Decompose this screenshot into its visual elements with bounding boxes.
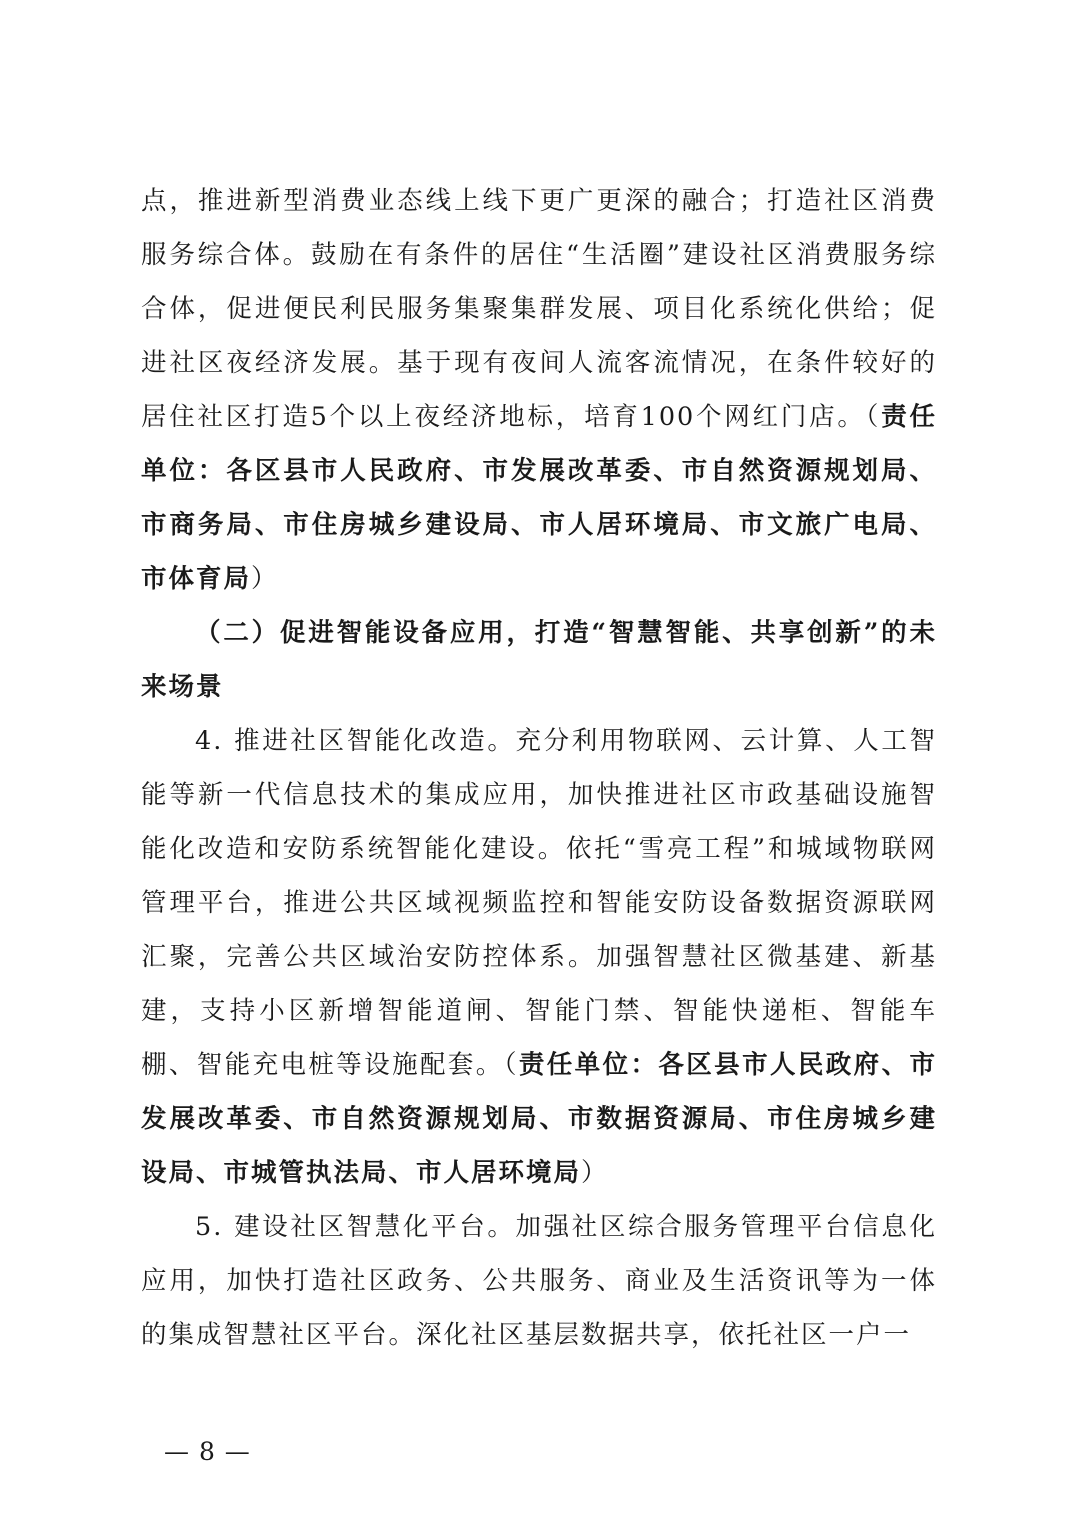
paragraph-item-4 (141, 714, 937, 1200)
paragraph-item-5 (141, 1200, 937, 1362)
page-number: — 8 — (164, 1437, 251, 1466)
paragraph-consumption (141, 174, 937, 606)
closing-paren: ） (251, 564, 279, 594)
section-heading-2: （二）促进智能设备应用，打造“智慧智能、共享创新”的未来场景 (141, 618, 937, 702)
closing-paren: ） (581, 1158, 609, 1188)
paragraph-text: 4. 推进社区智能化改造。充分利用物联网、云计算、人工智能等新一代信息技术的集成应用，加快推进社区市政基础设施智能化改造和安防系统智能化建设。依托“雪亮工程”和城域物联网管理平台，推进公共区域视频监控和智能安防设备数据资源联网汇聚，完善公共区域治安防控体系。加强智慧社区微基建、新基建，支持小区新增智能道闸、智能门禁、智能快递柜、智能车棚、智能充电桩等设施配套。（ (141, 726, 937, 1080)
paragraph-text: 点，推进新型消费业态线上线下更广更深的融合；打造社区消费服务综合体。鼓励在有条件的居住“生活圈”建设社区消费服务综合体，促进便民利民服务集聚集群发展、项目化系统化供给；促进社区夜经济发展。基于现有夜间人流客流情况，在条件较好的居住社区打造5个以上夜经济地标，培育100个网红门店。（ (141, 186, 937, 432)
responsible-units: 责任单位：各区县市人民政府、市发展改革委、市自然资源规划局、市商务局、市住房城乡建设局、市人居环境局、市文旅广电局、市体育局 (141, 402, 937, 594)
responsible-units: 责任单位：各区县市人民政府、市发展改革委、市自然资源规划局、市数据资源局、市住房城乡建设局、市城管执法局、市人居环境局 (141, 1050, 937, 1188)
paragraph-text: 5. 建设社区智慧化平台。加强社区综合服务管理平台信息化应用，加快打造社区政务、公共服务、商业及生活资讯等为一体的集成智慧社区平台。深化社区基层数据共享，依托社区一户一 (141, 1212, 937, 1350)
document-body (141, 174, 937, 1362)
